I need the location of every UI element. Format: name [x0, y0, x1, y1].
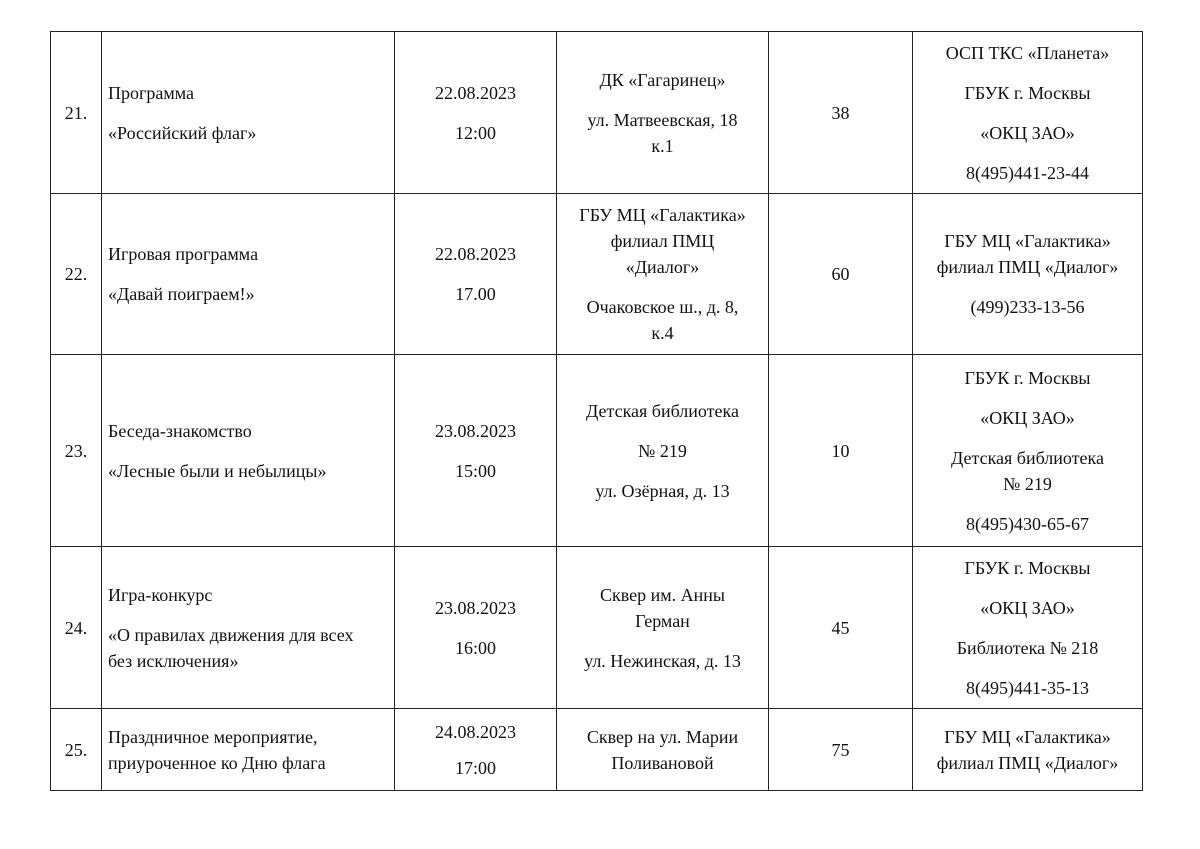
row-number: 23. [51, 355, 102, 547]
table-row [51, 709, 1143, 791]
event-place: ДК «Гагаринец» ул. Матвеевская, 18 к.1 [557, 32, 769, 194]
row-number: 24. [51, 547, 102, 709]
event-datetime [395, 32, 557, 194]
table-row [51, 194, 1143, 355]
table-row [51, 355, 1143, 547]
event-place: ГБУ МЦ «Галактика» филиал ПМЦ «Диалог» Очаковское ш., д. 8, к.4 [557, 194, 769, 355]
table-row [51, 547, 1143, 709]
table-row [51, 32, 1143, 194]
event-datetime [395, 355, 557, 547]
event-name: Праздничное мероприятие, приуроченное ко Дню флага [102, 709, 395, 791]
event-place: Сквер им. Анны Герман ул. Нежинская, д. 13 [557, 547, 769, 709]
event-date: 23.08.2023 [435, 597, 516, 618]
row-number: 22. [51, 194, 102, 355]
event-date: 24.08.2023 [435, 721, 516, 742]
event-name: Игровая программа «Давай поиграем!» [102, 194, 395, 355]
event-date: 22.08.2023 [435, 244, 516, 264]
event-time: 17.00 [455, 284, 496, 304]
event-datetime [395, 547, 557, 709]
participants-count: 45 [769, 547, 913, 709]
events-table [50, 31, 1143, 791]
organizer: ГБУ МЦ «Галактика» филиал ПМЦ «Диалог» (499)233-13-56 [913, 194, 1143, 355]
event-place: Детская библиотека № 219 ул. Озёрная, д. 13 [557, 355, 769, 547]
participants-count: 38 [769, 32, 913, 194]
event-time: 17:00 [454, 757, 496, 778]
organizer: ГБУК г. Москвы «ОКЦ ЗАО» Библиотека № 218 8(495)441-35-13 [913, 547, 1143, 709]
event-date: 23.08.2023 [435, 420, 516, 441]
event-datetime [395, 709, 557, 791]
event-date: 22.08.2023 [435, 82, 516, 103]
participants-count: 75 [769, 709, 913, 791]
organizer: ОСП ТКС «Планета» ГБУК г. Москвы «ОКЦ ЗАО» 8(495)441-23-44 [913, 32, 1143, 194]
row-number: 25. [51, 709, 102, 791]
event-name: Программа «Российский флаг» [102, 32, 395, 194]
event-name: Игра-конкурс «О правилах движения для всех без исключения» [102, 547, 395, 709]
event-time: 16:00 [454, 637, 496, 658]
event-place: Сквер на ул. Марии Поливановой [557, 709, 769, 791]
event-time: 12:00 [454, 122, 496, 143]
event-datetime [395, 194, 557, 355]
event-time: 15:00 [454, 460, 496, 481]
event-name: Беседа-знакомство «Лесные были и небылицы» [102, 355, 395, 547]
organizer: ГБУК г. Москвы «ОКЦ ЗАО» Детская библиотека № 219 8(495)430-65-67 [913, 355, 1143, 547]
participants-count: 10 [769, 355, 913, 547]
row-number: 21. [51, 32, 102, 194]
participants-count: 60 [769, 194, 913, 355]
organizer: ГБУ МЦ «Галактика» филиал ПМЦ «Диалог» [913, 709, 1143, 791]
